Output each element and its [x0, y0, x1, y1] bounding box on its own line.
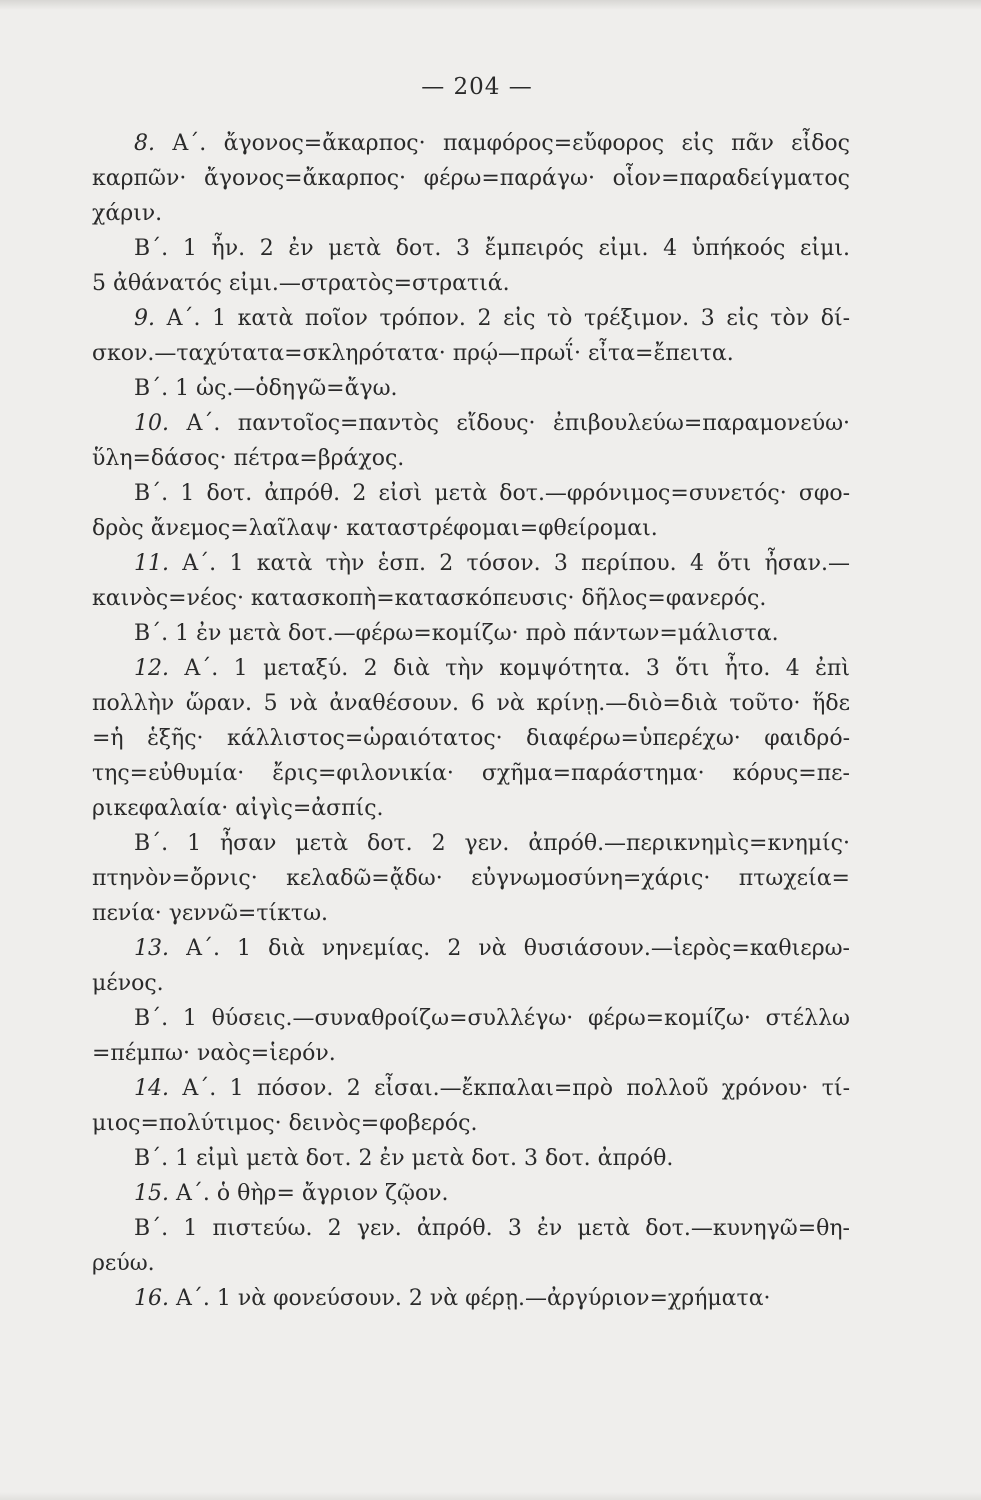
- text-line: [92, 1281, 850, 1316]
- text-line: [92, 196, 850, 231]
- line-text: ρικεφαλαία· αἰγὶς=ἀσπίς.: [92, 796, 384, 821]
- text-line: [92, 406, 850, 441]
- text-line: [92, 966, 850, 1001]
- text-line: [92, 1001, 850, 1036]
- text-line: [92, 1211, 850, 1246]
- line-text: Α΄. 1 κατὰ τὴν ἑσπ. 2 τόσον. 3 περίπου. 4 ὅτι ἦσαν.—: [182, 551, 850, 576]
- exercise-number: 11.: [134, 551, 169, 576]
- line-text: Β΄. 1 πιστεύω. 2 γεν. ἀπρόθ. 3 ἐν μετὰ δοτ.—κυνηγῶ=θη-: [134, 1216, 850, 1241]
- text-line: [92, 371, 850, 406]
- line-text: δρὸς ἄνεμος=λαῖλαψ· καταστρέφομαι=φθείρομαι.: [92, 516, 658, 541]
- line-text: καρπῶν· ἄγονος=ἄκαρπος· φέρω=παράγω· οἷον=παραδείγματος: [92, 166, 850, 191]
- line-text: πολλὴν ὥραν. 5 νὰ ἀναθέσουν. 6 νὰ κρίνῃ.—διὸ=διὰ τοῦτο· ἥδε: [92, 691, 850, 716]
- line-text: μένος.: [92, 971, 164, 996]
- text-line: [92, 1176, 850, 1211]
- text-line: [92, 826, 850, 861]
- exercise-number: 9.: [134, 306, 155, 331]
- line-text: Β΄. 1 ἦσαν μετὰ δοτ. 2 γεν. ἀπρόθ.—περικνημὶς=κνημίς·: [134, 831, 850, 856]
- text-line: [92, 721, 850, 756]
- text-line: [92, 336, 850, 371]
- line-text: της=εὐθυμία· ἔρις=φιλονικία· σχῆμα=παράστημα· κόρυς=πε-: [92, 761, 850, 786]
- line-text: Β΄. 1 εἰμὶ μετὰ δοτ. 2 ἐν μετὰ δοτ. 3 δοτ. ἀπρόθ.: [134, 1146, 674, 1171]
- text-line: [92, 651, 850, 686]
- line-text: σκον.—ταχύτατα=σκληρότατα· πρῴ—πρωΐ· εἶτα=ἔπειτα.: [92, 341, 734, 366]
- text-line: [92, 581, 850, 616]
- line-text: Β΄. 1 δοτ. ἀπρόθ. 2 εἰσὶ μετὰ δοτ.—φρόνιμος=συνετός· σφο-: [134, 481, 850, 506]
- exercise-number: 16.: [134, 1286, 169, 1311]
- text-line: [92, 896, 850, 931]
- exercise-number: 15.: [134, 1181, 169, 1206]
- line-text: 5 ἀθάνατός εἰμι.—στρατὸς=στρατιά.: [92, 271, 510, 296]
- line-text: Α΄. 1 νὰ φονεύσουν. 2 νὰ φέρῃ.—ἀργύριον=χρήματα·: [176, 1286, 771, 1311]
- exercise-number: 12.: [134, 656, 169, 681]
- text-line: [92, 1246, 850, 1281]
- text-line: [92, 686, 850, 721]
- line-text: Α΄. παντοῖος=παντὸς εἴδους· ἐπιβουλεύω=παραμονεύω·: [186, 411, 850, 436]
- exercise-number: 13.: [134, 936, 169, 961]
- text-line: [92, 1141, 850, 1176]
- line-text: πτηνὸν=ὄρνις· κελαδῶ=ᾄδω· εὐγνωμοσύνη=χάρις· πτωχεία=: [92, 866, 850, 891]
- line-text: Β΄. 1 ἐν μετὰ δοτ.—φέρω=κομίζω· πρὸ πάντων=μάλιστα.: [134, 621, 779, 646]
- exercise-number: 10.: [134, 411, 169, 436]
- line-text: Β΄. 1 ἦν. 2 ἐν μετὰ δοτ. 3 ἔμπειρός εἰμι. 4 ὑπήκοός εἰμι.: [134, 236, 850, 261]
- line-text: Α΄. ἄγονος=ἄκαρπος· παμφόρος=εὔφορος εἰς πᾶν εἶδος: [172, 131, 850, 156]
- line-text: =πέμπω· ναὸς=ἱερόν.: [92, 1041, 336, 1066]
- text-line: [92, 931, 850, 966]
- exercise-number: 8.: [134, 131, 155, 156]
- line-text: Α΄. 1 διὰ νηνεμίας. 2 νὰ θυσιάσουν.—ἱερὸς=καθιερω-: [186, 936, 850, 961]
- line-text: πενία· γεννῶ=τίκτω.: [92, 901, 329, 926]
- text-line: [92, 231, 850, 266]
- text-line: [92, 791, 850, 826]
- line-text: =ἡ ἑξῆς· κάλλιστος=ὡραιότατος· διαφέρω=ὑπερέχω· φαιδρό-: [92, 726, 850, 751]
- line-text: χάριν.: [92, 201, 163, 226]
- exercise-number: 14.: [134, 1076, 169, 1101]
- text-line: [92, 1036, 850, 1071]
- text-line: [92, 476, 850, 511]
- answer-key-text: [92, 126, 850, 1316]
- text-line: [92, 161, 850, 196]
- text-line: [92, 441, 850, 476]
- text-line: [92, 126, 850, 161]
- line-text: Α΄. 1 μεταξύ. 2 διὰ τὴν κομψότητα. 3 ὅτι ἦτο. 4 ἐπὶ: [184, 656, 850, 681]
- text-line: [92, 301, 850, 336]
- text-line: [92, 861, 850, 896]
- page-number: — 204 —: [421, 74, 533, 100]
- line-text: Α΄. ὁ θὴρ= ἄγριον ζῷον.: [176, 1181, 449, 1206]
- line-text: ὕλη=δάσος· πέτρα=βράχος.: [92, 446, 405, 471]
- text-line: [92, 266, 850, 301]
- text-line: [92, 756, 850, 791]
- line-text: καινὸς=νέος· κατασκοπὴ=κατασκόπευσις· δῆλος=φανερός.: [92, 586, 767, 611]
- text-line: [92, 546, 850, 581]
- text-line: [92, 1071, 850, 1106]
- line-text: Α΄. 1 κατὰ ποῖον τρόπον. 2 εἰς τὸ τρέξιμον. 3 εἰς τὸν δί-: [166, 306, 850, 331]
- line-text: Α΄. 1 πόσον. 2 εἶσαι.—ἔκπαλαι=πρὸ πολλοῦ χρόνου· τί-: [182, 1076, 850, 1101]
- line-text: Β΄. 1 ὡς.—ὁδηγῶ=ἄγω.: [134, 376, 398, 401]
- line-text: ρεύω.: [92, 1251, 155, 1276]
- line-text: μιος=πολύτιμος· δεινὸς=φοβερός.: [92, 1111, 478, 1136]
- line-text: Β΄. 1 θύσεις.—συναθροίζω=συλλέγω· φέρω=κομίζω· στέλλω: [134, 1006, 850, 1031]
- text-line: [92, 511, 850, 546]
- text-line: [92, 616, 850, 651]
- text-line: [92, 1106, 850, 1141]
